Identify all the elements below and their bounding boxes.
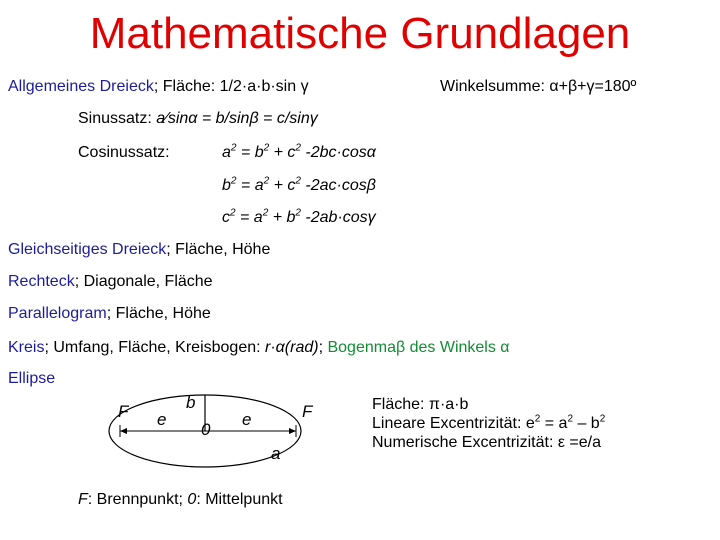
sine-law-label: Sinussatz: (78, 110, 157, 127)
numeric-eccentricity: Numerische Excentrizität: ε =e/a (372, 434, 601, 451)
cosine-law-line-b: $b^2 = a^2 + c^2$ -2ac·cosβ (222, 175, 376, 194)
circle-line: Kreis; Umfang, Fläche, Kreisbogen: r·α(rad); Bogenmaβ des Winkels α (8, 339, 510, 356)
link-parallelogram[interactable]: Parallelogram (8, 305, 107, 322)
link-general-triangle[interactable]: Allgemeines Dreieck (8, 78, 154, 95)
ellipse-caption: F: Brennpunkt; 0: Mittelpunkt (78, 491, 283, 508)
link-equilateral-triangle[interactable]: Gleichseitiges Dreieck (8, 241, 167, 258)
ellipse-label-f-left: F (118, 402, 129, 421)
ellipse-label-e-left: e (157, 410, 167, 429)
ellipse-label-b: b (186, 393, 196, 412)
page-title: Mathematische Grundlagen (89, 9, 631, 58)
ellipse-area-text: Fläche: π·a·b (372, 396, 469, 413)
cosine-law-line-a: $a^2 = b^2 + c^2$ -2bc·cosα (222, 142, 376, 161)
triangle-line (8, 77, 309, 97)
ellipse-label-e-right: e (242, 410, 252, 429)
sine-law-formula: a⁄sinα = b/sinβ = c/sinγ (156, 110, 318, 127)
link-rectangle[interactable]: Rechteck (8, 273, 75, 290)
equilateral-line: Gleichseitiges Dreieck; Fläche, Höhe (8, 241, 271, 258)
parallelogram-line: Parallelogram; Fläche, Höhe (8, 305, 211, 322)
link-radian-measure[interactable]: Bogenmaβ des Winkels α (327, 339, 510, 356)
cosine-law-label: Cosinussatz: (78, 144, 170, 161)
triangle-area-text: ; Fläche: 1/2·a·b·sin γ (153, 78, 309, 95)
ellipse-diagram (100, 375, 360, 485)
link-circle[interactable]: Kreis (8, 339, 45, 356)
angle-sum-text: Winkelsumme: α+β+γ=180º (440, 78, 637, 95)
linear-eccentricity: Lineare Excentrizität: $e^2 = a^2 - b^2$ (372, 413, 606, 432)
sine-law (78, 109, 318, 129)
link-ellipse[interactable]: Ellipse (8, 370, 56, 387)
cosine-law-line-c: $c^2 = a^2 + b^2$ -2ab·cosγ (222, 207, 376, 226)
ellipse-label-f-right: F (302, 402, 313, 421)
rectangle-line: Rechteck; Diagonale, Fläche (8, 273, 213, 290)
ellipse-label-zero: 0 (201, 420, 211, 439)
ellipse-label-a: a (271, 444, 281, 463)
